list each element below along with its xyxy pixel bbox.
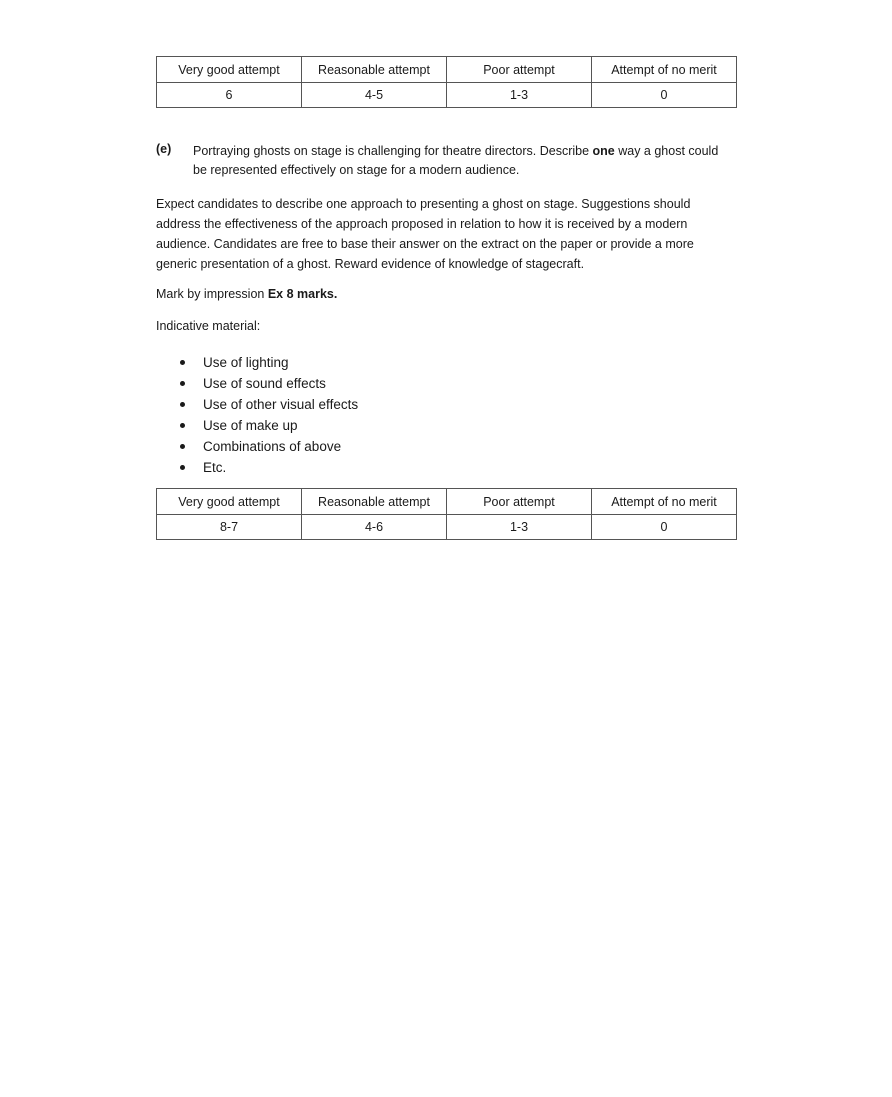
list-item-text: Use of make up (203, 418, 298, 433)
table-row (157, 515, 737, 540)
list-item (156, 352, 358, 373)
mark-cell: 0 (592, 83, 737, 108)
list-item (156, 373, 358, 394)
table-header-row (157, 57, 737, 83)
indicative-label: Indicative material: (156, 319, 261, 333)
list-item (156, 457, 358, 478)
question-label: (e) (156, 142, 172, 156)
mark-cell: 8-7 (157, 515, 302, 540)
bullet-icon (180, 381, 185, 386)
header-cell: Poor attempt (447, 57, 592, 83)
table-header-row (157, 489, 737, 515)
list-item-text: Use of other visual effects (203, 397, 359, 412)
question-text-start: Portraying ghosts on stage is challenging for theatre directors. Describe (193, 144, 593, 158)
mark-cell: 0 (592, 515, 737, 540)
header-cell: Poor attempt (447, 489, 592, 515)
table-row (157, 83, 737, 108)
header-cell: Reasonable attempt (302, 57, 447, 83)
list-item-text: Combinations of above (203, 439, 342, 454)
question-text-end: way a ghost could be represented effectively on stage for a modern audience. (193, 144, 719, 177)
header-cell: Attempt of no merit (592, 57, 737, 83)
bullet-icon (180, 360, 185, 365)
mark-cell: 1-3 (447, 83, 592, 108)
marking-instruction (156, 287, 337, 301)
list-item-text: Etc. (203, 460, 227, 475)
list-item (156, 436, 358, 457)
bullet-icon (180, 444, 185, 449)
mark-cell: 1-3 (447, 515, 592, 540)
mark-cell: 4-6 (302, 515, 447, 540)
question-text (193, 142, 733, 180)
list-item (156, 394, 358, 415)
header-cell: Very good attempt (157, 489, 302, 515)
list-item-text: Use of lighting (203, 355, 289, 370)
header-cell: Reasonable attempt (302, 489, 447, 515)
bullet-icon (180, 423, 185, 428)
list-item-text: Use of sound effects (203, 376, 326, 391)
mark-cell: 6 (157, 83, 302, 108)
mark-cell: 4-5 (302, 83, 447, 108)
marking-prefix: Mark by impression (156, 287, 268, 301)
bullet-icon (180, 402, 185, 407)
list-item (156, 415, 358, 436)
guidance-paragraph: Expect candidates to describe one approach to presenting a ghost on stage. Suggestions should address the effectiveness of the approach proposed in relation to how it is received by a modern audience. Candidates are free to base their answer on the extract on the paper or provide a more generic presentation of a ghost. Reward evidence of knowledge of stagecraft. (156, 197, 694, 271)
mark-band-table-d (156, 56, 737, 108)
marking-total: Ex 8 marks. (267, 287, 338, 301)
header-cell: Very good attempt (157, 57, 302, 83)
header-cell: Attempt of no merit (592, 489, 737, 515)
question-text-emphasis: one (592, 144, 615, 158)
bullet-icon (180, 465, 185, 470)
mark-band-table-e (156, 488, 737, 540)
indicative-list (156, 352, 358, 478)
